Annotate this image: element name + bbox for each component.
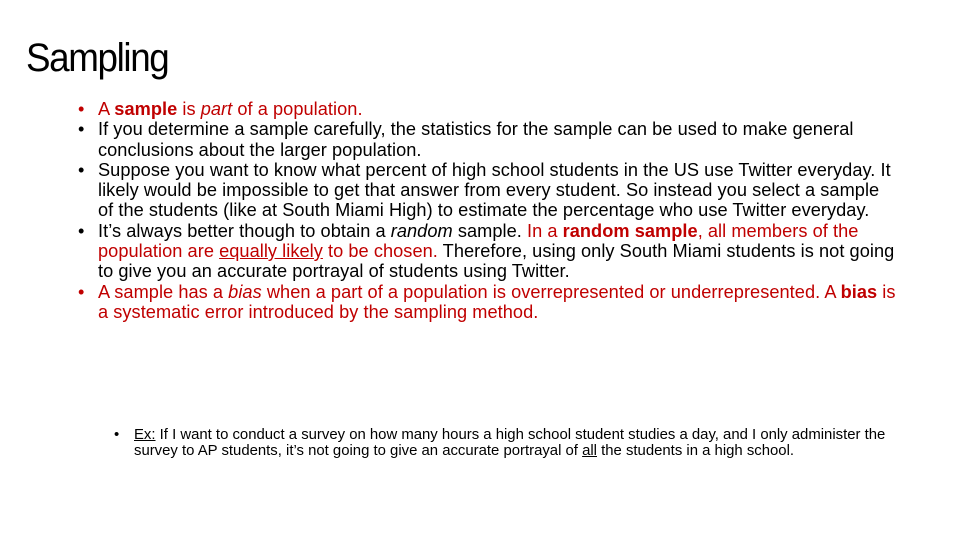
term-random-sample: random sample — [562, 220, 698, 241]
text-segment: If I want to conduct a survey on how many hours a high school student studies a day, and I only administer the survey to AP students, it’s not going to give an accurate portrayal of — [134, 427, 886, 460]
bullet-dot-icon: • — [78, 220, 85, 241]
emphasis-random: random — [390, 220, 453, 241]
bullet-dot-icon: • — [78, 281, 85, 302]
emphasis-bias: bias — [228, 281, 262, 302]
text-segment: is — [177, 99, 201, 119]
sub-bullet-list — [114, 427, 904, 459]
text-segment: In a — [526, 220, 563, 241]
bullet-item-careful-sample — [78, 119, 898, 160]
bullet-dot-icon: • — [78, 119, 85, 140]
text-segment: It’s always better though to obtain a — [98, 220, 391, 241]
term-sample: sample — [114, 99, 178, 119]
text-segment: sample. — [452, 220, 527, 241]
bullet-dot-icon: • — [78, 99, 85, 119]
text-segment: Therefore, using only South Miami students is not going to give you an accurate portrayal of students using Twitter. — [98, 241, 895, 282]
text-segment: is a systematic error introduced by the sampling method. — [98, 281, 896, 322]
emphasis-equally-likely: equally likely — [219, 241, 323, 262]
bullet-item-random-sample — [78, 221, 898, 282]
bullet-dot-icon: • — [114, 427, 120, 443]
text-segment: the students in a high school. — [597, 443, 795, 460]
slide-title: Sampling — [26, 36, 169, 80]
text-segment: Suppose you want to know what percent of high school students in the US use Twitter everyday. It likely would be impossible to get that answer from every student. So instead you select a sample of the students (like at South Miami High) to estimate the percentage who use Twitter everyday. — [98, 159, 891, 221]
text-segment: , all members of the population are — [98, 220, 859, 262]
text-segment: A sample has a — [98, 281, 229, 302]
slide-body — [78, 99, 898, 460]
bullet-item-twitter-example — [78, 160, 898, 221]
emphasis-all: all — [582, 443, 597, 460]
text-segment: to be chosen. — [322, 241, 438, 262]
bullet-dot-icon: • — [78, 159, 85, 180]
sub-bullet-item-example — [114, 427, 904, 459]
term-bias: bias — [840, 281, 878, 302]
emphasis-part: part — [200, 99, 233, 119]
bullet-item-sample-definition — [78, 99, 898, 119]
bullet-item-bias-definition — [78, 282, 898, 323]
text-segment: when a part of a population is overrepresented or underrepresented. A — [261, 281, 841, 302]
bullet-list — [78, 99, 898, 322]
example-label: Ex: — [134, 427, 156, 443]
text-segment: of a population. — [232, 99, 363, 119]
text-segment: If you determine a sample carefully, the statistics for the sample can be used to make general conclusions about the larger population. — [98, 119, 854, 160]
text-segment: A — [98, 99, 115, 119]
